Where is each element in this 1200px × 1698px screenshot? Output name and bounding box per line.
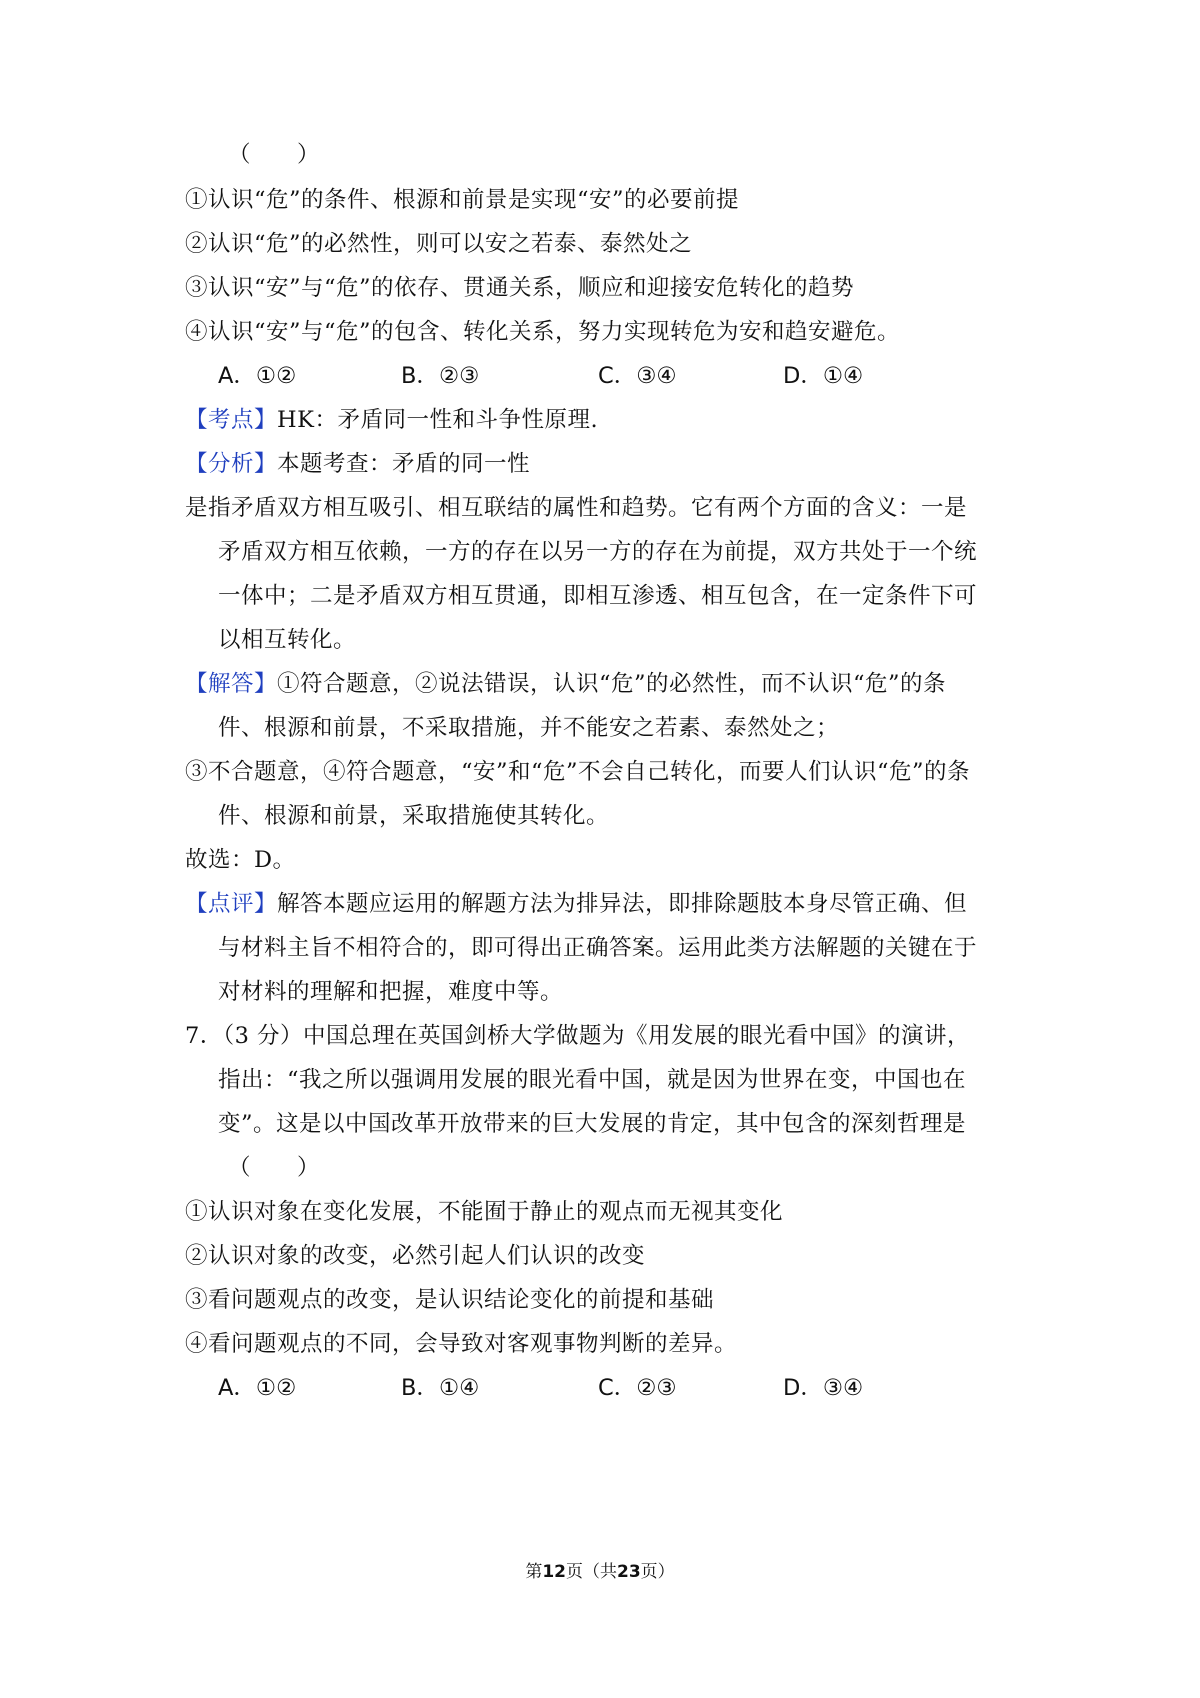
q6-answer-paren: （ ） — [228, 142, 321, 168]
jieda-tag: 【解答】 — [185, 671, 278, 697]
q7-statement-3: ③看问题观点的改变，是认识结论变化的前提和基础 — [185, 1287, 715, 1313]
q6-options — [218, 361, 978, 391]
q6-fenxi — [185, 449, 530, 479]
fenxi-line-2: 矛盾双方相互依赖，一方的存在以另一方的存在为前提，双方共处于一个统 — [218, 539, 978, 565]
q7-options — [218, 1373, 978, 1403]
dianping-tag: 【点评】 — [185, 891, 278, 917]
q6-kaodian — [185, 405, 598, 435]
jieda-line-3: ③不合题意，④符合题意，“安”和“危”不会自己转化，而要人们认识“危”的条 — [185, 759, 971, 785]
q6-option-a[interactable]: A．①② — [218, 363, 297, 389]
fenxi-tag: 【分析】 — [185, 451, 278, 477]
fenxi-text: 本题考查：矛盾的同一性 — [277, 451, 531, 477]
jieda-answer: 故选：D。 — [185, 847, 296, 873]
q7-answer-paren: （ ） — [228, 1155, 321, 1181]
q6-dianping — [185, 889, 967, 919]
kaodian-tag: 【考点】 — [185, 407, 278, 433]
dianping-line-3: 对材料的理解和把握，难度中等。 — [218, 979, 564, 1005]
jieda-line-4: 件、根源和前景，采取措施使其转化。 — [218, 803, 610, 829]
q7-option-c[interactable]: C．②③ — [598, 1375, 677, 1401]
kaodian-text: HK：矛盾同一性和斗争性原理. — [277, 407, 599, 433]
q7-option-d[interactable]: D．③④ — [783, 1375, 864, 1401]
page-footer: 第12页（共23页） — [525, 1562, 675, 1582]
q6-option-b[interactable]: B．②③ — [401, 363, 480, 389]
q7-option-b[interactable]: B．①④ — [401, 1375, 480, 1401]
q7-stem-line-2: 指出：“我之所以强调用发展的眼光看中国，就是因为世界在变，中国也在 — [218, 1067, 967, 1093]
q7-stem-line-1: 7．（3 分）中国总理在英国剑桥大学做题为《用发展的眼光看中国》的演讲， — [185, 1023, 971, 1049]
q6-jieda — [185, 669, 946, 699]
q6-option-d[interactable]: D．①④ — [783, 363, 864, 389]
q6-option-c[interactable]: C．③④ — [598, 363, 677, 389]
q6-statement-4: ④认识“安”与“危”的包含、转化关系，努力实现转危为安和趋安避危。 — [185, 319, 901, 345]
current-page-number: 12 — [542, 1562, 566, 1582]
q7-stem-line-3: 变”。这是以中国改革开放带来的巨大发展的肯定，其中包含的深刻哲理是 — [218, 1111, 967, 1137]
q6-statement-2: ②认识“危”的必然性，则可以安之若泰、泰然处之 — [185, 231, 693, 257]
fenxi-line-4: 以相互转化。 — [218, 627, 357, 653]
q7-statement-4: ④看问题观点的不同，会导致对客观事物判断的差异。 — [185, 1331, 738, 1357]
q6-statement-1: ①认识“危”的条件、根源和前景是实现“安”的必要前提 — [185, 187, 740, 213]
jieda-line-2: 件、根源和前景，不采取措施，并不能安之若素、泰然处之； — [218, 715, 840, 741]
q7-option-a[interactable]: A．①② — [218, 1375, 297, 1401]
q6-statement-3: ③认识“安”与“危”的依存、贯通关系，顺应和迎接安危转化的趋势 — [185, 275, 855, 301]
q7-statement-1: ①认识对象在变化发展，不能囿于静止的观点而无视其变化 — [185, 1199, 784, 1225]
q7-statement-2: ②认识对象的改变，必然引起人们认识的改变 — [185, 1243, 646, 1269]
fenxi-line-1: 是指矛盾双方相互吸引、相互联结的属性和趋势。它有两个方面的含义：一是 — [185, 495, 968, 521]
jieda-line-1: ①符合题意，②说法错误，认识“危”的必然性，而不认识“危”的条 — [277, 671, 947, 697]
fenxi-line-3: 一体中；二是矛盾双方相互贯通，即相互渗透、相互包含，在一定条件下可 — [218, 583, 978, 609]
total-page-number: 23 — [617, 1562, 641, 1582]
dianping-line-2: 与材料主旨不相符合的，即可得出正确答案。运用此类方法解题的关键在于 — [218, 935, 978, 961]
dianping-line-1: 解答本题应运用的解题方法为排异法，即排除题肢本身尽管正确、但 — [277, 891, 968, 917]
